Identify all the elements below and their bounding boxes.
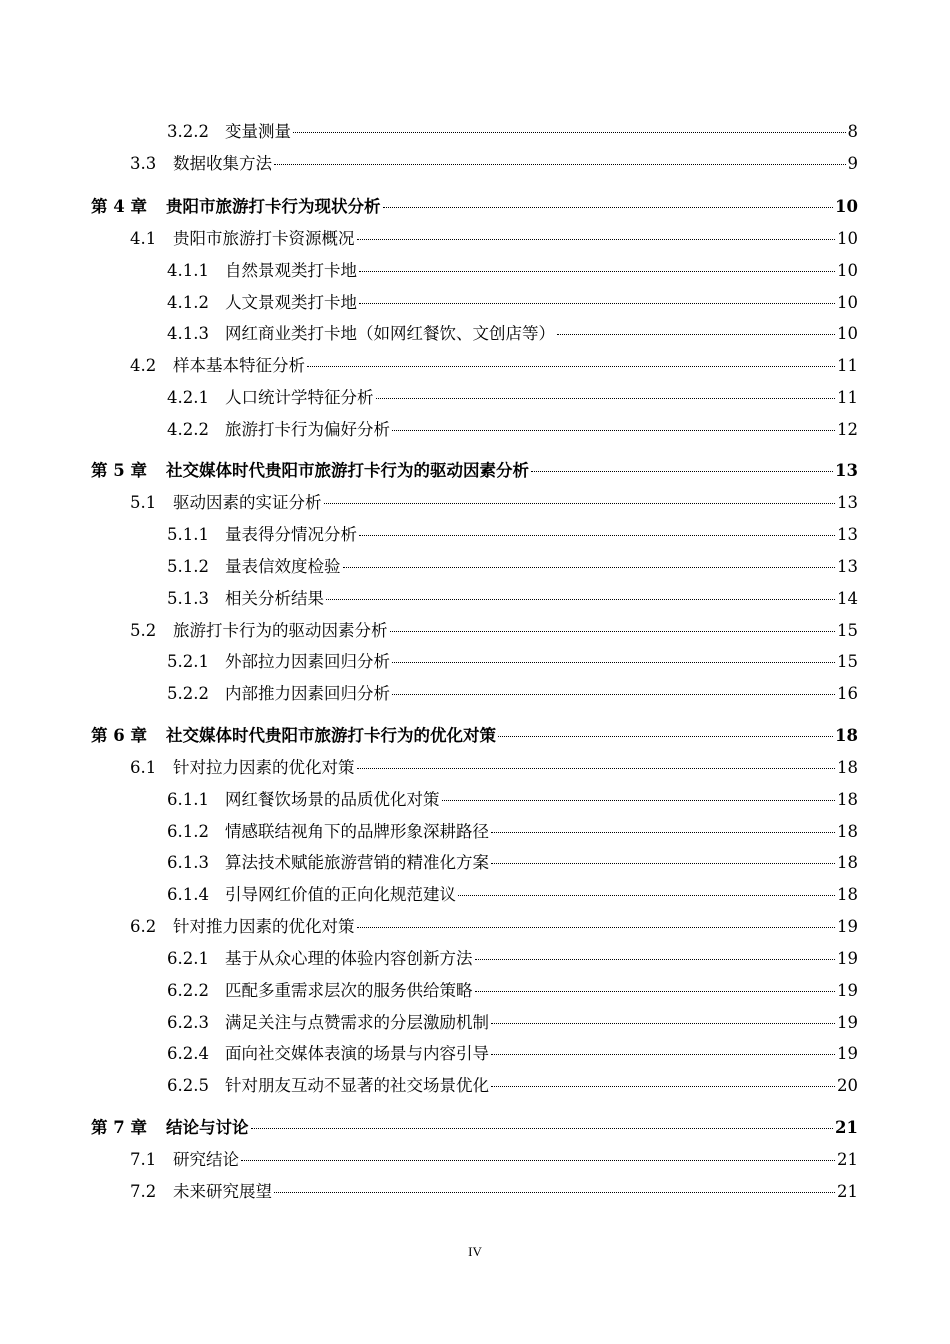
toc-entry-page: 19 bbox=[837, 1013, 858, 1032]
dot-leader bbox=[274, 1191, 835, 1193]
dot-leader bbox=[293, 131, 846, 133]
dot-leader bbox=[390, 630, 836, 632]
toc-entry-number: 5.2.2 bbox=[167, 684, 209, 703]
dot-leader bbox=[357, 767, 836, 769]
toc-entry-number: 7.2 bbox=[130, 1182, 157, 1201]
toc-entry-page: 13 bbox=[837, 525, 858, 544]
toc-entry-page: 19 bbox=[837, 917, 858, 936]
toc-entry-page: 21 bbox=[837, 1150, 858, 1169]
toc-entry-number: 4.1.3 bbox=[167, 324, 209, 343]
dot-leader bbox=[359, 534, 835, 536]
toc-entry-number: 4.2.2 bbox=[167, 420, 209, 439]
dot-leader bbox=[307, 365, 835, 367]
toc-entry-number: 5.1.2 bbox=[167, 557, 209, 576]
toc-entry[interactable] bbox=[167, 387, 858, 409]
toc-entry-title: 研究结论 bbox=[173, 1150, 239, 1169]
toc-entry-title: 针对朋友互动不显著的社交场景优化 bbox=[225, 1076, 489, 1095]
toc-entry-number: 6.1.1 bbox=[167, 790, 209, 809]
dot-leader bbox=[357, 238, 836, 240]
toc-entry-title: 算法技术赋能旅游营销的精准化方案 bbox=[225, 853, 489, 872]
toc-entry[interactable] bbox=[167, 524, 858, 546]
toc-entry-title: 相关分析结果 bbox=[225, 589, 324, 608]
toc-entry[interactable] bbox=[167, 789, 858, 811]
toc-entry-number: 6.2.4 bbox=[167, 1044, 209, 1063]
toc-entry-number: 4.1 bbox=[130, 229, 157, 248]
toc-entry-number: 第 7 章 bbox=[91, 1118, 147, 1137]
toc-entry-page: 10 bbox=[837, 229, 858, 248]
toc-entry[interactable] bbox=[167, 852, 858, 874]
toc-entry[interactable] bbox=[130, 492, 858, 514]
toc-entry[interactable] bbox=[167, 683, 858, 705]
dot-leader bbox=[359, 302, 835, 304]
toc-entry-title: 引导网红价值的正向化规范建议 bbox=[225, 885, 456, 904]
toc-entry-title: 内部推力因素回归分析 bbox=[225, 684, 390, 703]
dot-leader bbox=[491, 831, 835, 833]
toc-entry[interactable] bbox=[167, 260, 858, 282]
toc-entry[interactable] bbox=[130, 916, 858, 938]
toc-entry-title: 针对拉力因素的优化对策 bbox=[173, 758, 355, 777]
toc-entry-title: 基于从众心理的体验内容创新方法 bbox=[225, 949, 473, 968]
toc-entry-page: 10 bbox=[837, 261, 858, 280]
toc-entry-title: 人文景观类打卡地 bbox=[225, 293, 357, 312]
toc-entry-number: 7.1 bbox=[130, 1150, 157, 1169]
toc-entry[interactable] bbox=[167, 651, 858, 673]
toc-entry-title: 外部拉力因素回归分析 bbox=[225, 652, 390, 671]
toc-entry[interactable] bbox=[130, 620, 858, 642]
toc-chapter-entry[interactable] bbox=[91, 196, 858, 218]
dot-leader bbox=[392, 693, 835, 695]
toc-entry[interactable] bbox=[167, 884, 858, 906]
toc-entry-number: 3.2.2 bbox=[167, 122, 209, 141]
toc-entry-title: 样本基本特征分析 bbox=[173, 356, 305, 375]
toc-entry-number: 4.2 bbox=[130, 356, 157, 375]
toc-entry-number: 6.1.3 bbox=[167, 853, 209, 872]
toc-entry-title: 结论与讨论 bbox=[166, 1118, 249, 1137]
toc-entry-page: 21 bbox=[835, 1118, 858, 1137]
toc-entry-page: 18 bbox=[837, 885, 858, 904]
dot-leader bbox=[324, 502, 836, 504]
toc-entry-number: 6.2.3 bbox=[167, 1013, 209, 1032]
toc-entry-number: 6.2.1 bbox=[167, 949, 209, 968]
toc-entry-title: 驱动因素的实证分析 bbox=[173, 493, 322, 512]
toc-entry-title: 社交媒体时代贵阳市旅游打卡行为的优化对策 bbox=[166, 726, 496, 745]
toc-entry-page: 13 bbox=[837, 557, 858, 576]
toc-entry-page: 8 bbox=[847, 122, 858, 141]
dot-leader bbox=[491, 1085, 835, 1087]
dot-leader bbox=[458, 894, 835, 896]
toc-entry-number: 5.1 bbox=[130, 493, 157, 512]
toc-entry-title: 旅游打卡行为的驱动因素分析 bbox=[173, 621, 388, 640]
toc-entry-number: 4.1.2 bbox=[167, 293, 209, 312]
dot-leader bbox=[359, 270, 835, 272]
toc-entry-page: 11 bbox=[837, 388, 858, 407]
toc-entry-page: 12 bbox=[837, 420, 858, 439]
toc-entry-number: 6.1.2 bbox=[167, 822, 209, 841]
dot-leader bbox=[357, 926, 836, 928]
toc-entry[interactable] bbox=[130, 757, 858, 779]
toc-entry-number: 第 4 章 bbox=[91, 197, 147, 216]
toc-entry-page: 16 bbox=[837, 684, 858, 703]
toc-entry-title: 量表信效度检验 bbox=[225, 557, 341, 576]
toc-entry-page: 13 bbox=[835, 461, 858, 480]
toc-entry[interactable] bbox=[167, 821, 858, 843]
toc-entry-number: 第 5 章 bbox=[91, 461, 147, 480]
toc-entry-title: 人口统计学特征分析 bbox=[225, 388, 374, 407]
toc-entry-number: 4.1.1 bbox=[167, 261, 209, 280]
toc-entry[interactable] bbox=[167, 121, 858, 143]
toc-entry-page: 20 bbox=[837, 1076, 858, 1095]
toc-entry-title: 满足关注与点赞需求的分层激励机制 bbox=[225, 1013, 489, 1032]
toc-entry-page: 18 bbox=[837, 758, 858, 777]
toc-entry-title: 网红商业类打卡地（如网红餐饮、文创店等） bbox=[225, 324, 555, 343]
toc-entry-number: 3.3 bbox=[130, 154, 157, 173]
toc-entry-number: 5.1.3 bbox=[167, 589, 209, 608]
toc-entry[interactable] bbox=[167, 323, 858, 345]
dot-leader bbox=[241, 1159, 835, 1161]
toc-entry-number: 6.2 bbox=[130, 917, 157, 936]
dot-leader bbox=[557, 333, 835, 335]
toc-entry-page: 19 bbox=[837, 949, 858, 968]
toc-entry-number: 6.1 bbox=[130, 758, 157, 777]
toc-entry-page: 19 bbox=[837, 1044, 858, 1063]
toc-entry[interactable] bbox=[167, 1075, 858, 1097]
toc-entry-title: 贵阳市旅游打卡行为现状分析 bbox=[166, 197, 381, 216]
toc-entry[interactable] bbox=[167, 980, 858, 1002]
toc-entry-title: 变量测量 bbox=[225, 122, 291, 141]
toc-entry[interactable] bbox=[167, 556, 858, 578]
toc-entry[interactable] bbox=[130, 228, 858, 250]
toc-entry-title: 旅游打卡行为偏好分析 bbox=[225, 420, 390, 439]
toc-entry-title: 量表得分情况分析 bbox=[225, 525, 357, 544]
toc-entry[interactable] bbox=[130, 153, 858, 175]
toc-entry-title: 匹配多重需求层次的服务供给策略 bbox=[225, 981, 473, 1000]
toc-entry[interactable] bbox=[167, 948, 858, 970]
toc-entry-page: 9 bbox=[847, 154, 858, 173]
toc-entry-number: 6.1.4 bbox=[167, 885, 209, 904]
toc-entry-number: 5.2 bbox=[130, 621, 157, 640]
dot-leader bbox=[498, 735, 833, 737]
dot-leader bbox=[376, 397, 836, 399]
toc-entry-page: 18 bbox=[837, 822, 858, 841]
toc-entry[interactable] bbox=[167, 419, 858, 441]
toc-entry-number: 4.2.1 bbox=[167, 388, 209, 407]
dot-leader bbox=[491, 1053, 835, 1055]
toc-entry-number: 5.2.1 bbox=[167, 652, 209, 671]
toc-entry[interactable] bbox=[130, 355, 858, 377]
toc-entry-page: 19 bbox=[837, 981, 858, 1000]
dot-leader bbox=[326, 598, 835, 600]
toc-entry-title: 针对推力因素的优化对策 bbox=[173, 917, 355, 936]
dot-leader bbox=[491, 862, 835, 864]
toc-chapter-entry[interactable] bbox=[91, 460, 858, 482]
dot-leader bbox=[475, 958, 836, 960]
toc-entry-page: 18 bbox=[837, 853, 858, 872]
toc-entry-title: 社交媒体时代贵阳市旅游打卡行为的驱动因素分析 bbox=[166, 461, 529, 480]
toc-entry-page: 14 bbox=[837, 589, 858, 608]
toc-entry-title: 情感联结视角下的品牌形象深耕路径 bbox=[225, 822, 489, 841]
toc-entry-title: 贵阳市旅游打卡资源概况 bbox=[173, 229, 355, 248]
toc-entry[interactable] bbox=[167, 588, 858, 610]
toc-entry-page: 18 bbox=[837, 790, 858, 809]
toc-entry-title: 网红餐饮场景的品质优化对策 bbox=[225, 790, 440, 809]
toc-entry[interactable] bbox=[130, 1149, 858, 1171]
toc-entry-page: 11 bbox=[837, 356, 858, 375]
toc-entry-title: 数据收集方法 bbox=[173, 154, 272, 173]
dot-leader bbox=[531, 470, 833, 472]
toc-chapter-entry[interactable] bbox=[91, 725, 858, 747]
toc-entry-page: 10 bbox=[835, 197, 858, 216]
toc-entry-page: 18 bbox=[835, 726, 858, 745]
page-number: IV bbox=[468, 1244, 482, 1259]
dot-leader bbox=[392, 661, 835, 663]
toc-entry[interactable] bbox=[167, 292, 858, 314]
toc-entry-number: 6.2.5 bbox=[167, 1076, 209, 1095]
toc-entry[interactable] bbox=[130, 1181, 858, 1203]
toc-entry-page: 10 bbox=[837, 293, 858, 312]
dot-leader bbox=[383, 206, 834, 208]
toc-entry-page: 21 bbox=[837, 1182, 858, 1201]
toc-entry-number: 5.1.1 bbox=[167, 525, 209, 544]
dot-leader bbox=[442, 799, 836, 801]
toc-entry[interactable] bbox=[167, 1012, 858, 1034]
dot-leader bbox=[343, 566, 836, 568]
toc-entry-title: 自然景观类打卡地 bbox=[225, 261, 357, 280]
toc-entry-title: 未来研究展望 bbox=[173, 1182, 272, 1201]
toc-entry-page: 15 bbox=[837, 621, 858, 640]
dot-leader bbox=[491, 1022, 835, 1024]
toc-entry-page: 10 bbox=[837, 324, 858, 343]
toc-chapter-entry[interactable] bbox=[91, 1117, 858, 1139]
toc-entry-number: 第 6 章 bbox=[91, 726, 147, 745]
dot-leader bbox=[251, 1127, 834, 1129]
toc-entry-page: 13 bbox=[837, 493, 858, 512]
toc-entry-number: 6.2.2 bbox=[167, 981, 209, 1000]
dot-leader bbox=[392, 429, 835, 431]
dot-leader bbox=[274, 163, 846, 165]
toc-entry-page: 15 bbox=[837, 652, 858, 671]
toc-entry-title: 面向社交媒体表演的场景与内容引导 bbox=[225, 1044, 489, 1063]
dot-leader bbox=[475, 990, 836, 992]
toc-entry[interactable] bbox=[167, 1043, 858, 1065]
